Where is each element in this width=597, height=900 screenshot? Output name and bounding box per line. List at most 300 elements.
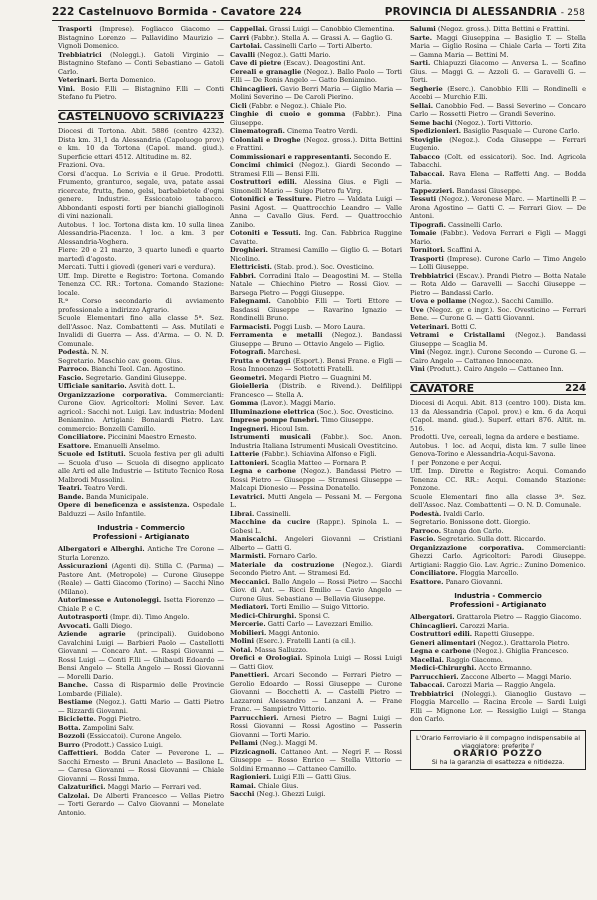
entry — [410, 34, 586, 60]
entry — [58, 698, 224, 715]
entry — [58, 741, 224, 750]
entry-text: N. N. — [89, 348, 109, 356]
entry — [58, 221, 224, 247]
entry-text: Secondo E. — [351, 152, 392, 161]
entry-category: Calzaturifici. — [58, 783, 106, 791]
entry-text: Spinola Luigi — Rossi Luigi — Gatti Giov. — [230, 654, 402, 671]
page-header — [52, 4, 585, 19]
entry-category: Cicli — [230, 101, 247, 110]
entry-text: Panaro Giovanni. — [443, 577, 503, 586]
entry-text: Uff. Imp. Dirette e Registro: Tortona. Comando Tenenza CC. RR.: Tortona. Comando Stazione: locale. — [58, 271, 224, 297]
entry — [410, 639, 586, 648]
entry-category: Seme bachi — [410, 118, 453, 127]
entry-text: Cassinelli Carlo — Torti Alberto. — [262, 42, 373, 50]
entry-text: Arnesi Pietro — Bagni Luigi — Rossi Giovanni — Rossi Agostino — Passerin Giovanni — Torti Mario. — [230, 713, 402, 739]
entry-text: (Distrib. e Rivend.). Delfilippi Francesco — Stella A. — [230, 382, 402, 399]
entry — [410, 195, 586, 221]
entry-category: Latterie — [230, 450, 260, 458]
entry-text: (Impr. di). Timo Angelo. — [107, 613, 190, 621]
entry-category: Veterinari. — [58, 76, 98, 84]
entry-text: Ospedale Balduzzi — Asilo Infantile. — [58, 501, 224, 518]
entry-category: Trebbiatrici — [410, 689, 454, 698]
entry-category: Cappellai. — [230, 25, 268, 33]
entry — [410, 493, 586, 510]
entry-category: Gioielleria — [230, 382, 269, 390]
entry — [58, 501, 224, 518]
entry — [230, 773, 402, 782]
entry-category: Frutta e Ortaggi — [230, 356, 291, 365]
entry-text: (Stab. prod.). Soc. Ovesticino. — [271, 263, 375, 271]
entry — [230, 25, 402, 34]
town-number: 223 — [203, 110, 224, 122]
entry-category: Trasporti — [58, 25, 92, 33]
entry-text: (Negoz. ingr.). Curone Secondo — Curone G. — Cairo Angelo — Cattaneo Innocenzo. — [410, 348, 586, 365]
entry-text: (Produtt.). Cairo Angelo — Cattaneo Inn. — [424, 365, 564, 373]
entry — [410, 153, 586, 170]
entry-text: Marchesi. — [265, 348, 301, 356]
entry-text: (Negoz.). Gatti Mario. — [255, 50, 331, 59]
entry-category: Banche. — [58, 681, 88, 689]
entry — [58, 442, 224, 451]
entry — [230, 263, 402, 272]
col1-business-entries — [58, 545, 224, 817]
entry-text: (Negoz. gr. e ingr.). Soc. Ovesticino — Ferrari Bene. — Curone G. — Gatti Giovanni. — [410, 305, 586, 322]
entry-text: Bandassi Giuseppe. — [454, 186, 523, 195]
entry-text: (Prodott.) Cassico Luigi. — [79, 740, 163, 749]
entry — [58, 85, 224, 102]
entry-category: Uve — [410, 305, 424, 314]
entry — [58, 382, 224, 391]
entry-category: Cotonifici e Tessiture. — [230, 195, 313, 203]
entry-category: Concimi chimici — [230, 161, 294, 169]
entry — [410, 127, 586, 136]
entry-text: Carozzi Maria — Raggio Angela. — [444, 681, 556, 689]
entry — [230, 459, 402, 468]
entry-category: Tabaccai. — [410, 169, 445, 178]
entry — [58, 732, 224, 741]
entry-text: Sponsi C. — [296, 611, 330, 620]
entry-text: Berta Domenico. — [97, 76, 156, 84]
entry-text: (Fabbr.). Pina Giuseppe. — [230, 110, 402, 127]
entry-category: Vini — [410, 365, 425, 373]
entry-category: Cinghie di cuoio e gomma — [230, 110, 346, 118]
entry-category: Cartolai. — [230, 42, 263, 50]
entry — [58, 297, 224, 314]
entry — [230, 561, 402, 578]
entry-category: Bestiame — [58, 698, 93, 706]
col2-business-entries — [230, 25, 402, 799]
advertisement-box — [410, 730, 586, 770]
entry-category: Commissionari e rappresentanti. — [230, 152, 352, 161]
entry-category: Trebbiatrici — [410, 271, 454, 280]
entry-text: Maggi Antonio. — [266, 628, 320, 637]
entry-category: Vini. — [58, 84, 76, 93]
entry-text: Frazioni. Ova. — [58, 161, 105, 169]
entry-text: Grassi Luigi — Canobbio Clementina. — [267, 25, 395, 33]
ad-title: ORARIO POZZO — [453, 748, 543, 759]
entry — [230, 552, 402, 561]
entry — [410, 433, 586, 442]
entry-text: (Negoz.). Giardi Secondo Pietro Ant. — Stramesi Ed. — [230, 560, 402, 577]
entry-category: Legna e carbone — [410, 647, 472, 655]
entry — [230, 246, 402, 263]
entry-text: Corsi d'acqua. Lo Scrivia e il Grue. Prodotti. Frumento, granturco, segale, uva, patate assai ricercate, frutta, fieno, gelsi, barbabietole d'ogni genere. Industrie. Essiccatoio tabacco. Abbondanti esposti forti per bianchi gialloginoli di vini nazionali. — [58, 169, 224, 220]
entry-text: Rava Elena — Raffetti Ang. — Bodda Maria. — [410, 169, 586, 186]
entry-category: Medici-Chirurghi. — [230, 611, 297, 620]
entry — [58, 450, 224, 484]
town-heading-cavatore — [410, 382, 586, 396]
entry-category: Cinematografi. — [230, 127, 285, 135]
entry-category: Marmisti. — [230, 552, 267, 560]
entry — [230, 629, 402, 638]
header-left: 222 Castelnuovo Bormida - Cavatore 224 — [52, 5, 302, 18]
entry-category: Podestà. — [410, 509, 442, 518]
entry — [230, 603, 402, 612]
entry-text: Segretario. Gandini Giuseppe. — [83, 373, 187, 382]
entry-text: Prodotti. Uve, cereali, legna da ardere e bestiame. — [410, 433, 580, 441]
entry-text: Scuole Elementari fino alla classe 3ª. Sez. dell'Assoc. Naz. Combattenti — O. N. D. Comunale. — [410, 492, 586, 509]
entry — [410, 297, 586, 306]
header-right — [385, 6, 585, 18]
entry-category: Pellami — [230, 739, 258, 747]
town-number: 224 — [565, 382, 586, 394]
entry — [410, 323, 586, 332]
entry-category: Macchine da cucire — [230, 518, 311, 526]
entry — [58, 357, 224, 366]
entry — [410, 527, 586, 536]
ad-line-2: Si ha la garanzia di esattezza e nitidezza. — [431, 757, 565, 766]
entry-category: Meccanici. — [230, 577, 270, 586]
entry-category: Lattonieri. — [230, 458, 270, 467]
entry-category: Cereali e granaglie — [230, 67, 302, 76]
entry — [410, 518, 586, 527]
entry-category: Maniscalchi. — [230, 535, 277, 543]
entry-text: Basiglio Pasquale — Curone Carlo. — [461, 127, 580, 135]
entry-category: Ingegneri. — [230, 424, 269, 433]
entry-category: Bande. — [58, 492, 84, 501]
entry — [230, 85, 402, 102]
entry — [58, 562, 224, 596]
entry — [410, 136, 586, 153]
entry-category: Elettricisti. — [230, 263, 272, 271]
entry — [230, 790, 402, 799]
entry-text: (Agenti di). Stilla C. (Parma) — Pastore Ant. (Metropole) — Curone Giuseppe (Reale) — Gatti Giacomo (Torino) — Sacchi Nino (Milano). — [58, 562, 224, 596]
entry-category: Cave di pietre — [230, 59, 282, 67]
entry — [58, 246, 224, 263]
entry — [58, 596, 224, 613]
entry-category: Parroco. — [58, 365, 89, 373]
entry-category: Sarti. — [410, 59, 431, 67]
entry-text: (principali). Guidobono Cavalchini Luigi — Barbieri Paolo — Castellotti Giovanni — Concaro Ant. — Raspi Giovanni — Rossi Luigi — Conti F.lli — Ghibaudi Edoardo — Bensi Angelo — Stella Angelo — Rossi Giovanni — Morelli Dario. — [58, 630, 224, 681]
entry — [410, 25, 586, 34]
entry — [230, 620, 402, 629]
entry-category: Ferramenta e metalli — [230, 331, 323, 339]
column-3 — [410, 25, 586, 892]
entry-text: (Negoz.). Bandassi Giuseppe — Bruno — Ottavio Angelo — Figlio. — [230, 331, 402, 348]
entry-text: Maggi Giuseppina — Basiglio T. — Stella Maria — Giglio Rosina — Chiale Carla — Torti Zita — Gamna Maria — Bettini M. — [410, 33, 586, 59]
entry-text: Mercati. Tutti i giovedì (generi vari e verdura). — [58, 263, 216, 271]
entry — [230, 297, 402, 323]
entry — [410, 255, 586, 272]
entry — [230, 102, 402, 111]
entry — [230, 110, 402, 127]
entry-text: Fiere: 20 e 21 marzo, 3 quarto lunedì e quarto martedì d'agosto. — [58, 246, 224, 263]
entry-category: Teatri. — [58, 484, 82, 492]
entry-category: Chincaglieri. — [410, 621, 458, 630]
entry-text: (Neg.). Maggi M. — [257, 739, 318, 747]
entry — [410, 331, 586, 348]
entry-category: Vini — [410, 348, 425, 356]
entry — [230, 229, 402, 246]
entry — [410, 656, 586, 665]
entry-category: Molini — [230, 637, 255, 645]
entry-text: Maggi Mario — Ferrari ved. — [105, 783, 202, 791]
entry-text: Teatro Verdi. — [81, 484, 128, 492]
entry — [410, 221, 586, 230]
entry — [410, 170, 586, 187]
entry-category: Pizzicagnoli. — [230, 747, 277, 756]
entry-text: (Fabbr.). Soc. Anon. Industria Italiana Istrumenti Musicali Ovestitcino. — [230, 433, 402, 450]
entry-text: (Negoz.). Grattarola Pietro. — [475, 638, 570, 647]
entry — [58, 76, 224, 85]
entry-category: Medici-Chirurghi. — [410, 664, 477, 672]
entry-text: Ballo Angelo — Rossi Pietro — Sacchi Giov. di Ant. — Ricci Emilio — Cavio Angelo — Curone Gius. Sebastiano — Bellavia Giuseppe. — [230, 577, 402, 603]
entry-category: Tipografi. — [410, 220, 446, 229]
entry-category: Cavalli — [230, 50, 256, 59]
entry-category: Cotoniti e Tessuti. — [230, 229, 301, 237]
entry-category: Panettieri. — [230, 671, 270, 679]
entry-text: (Negoz.). Bandassi Pietro — Rossi Pietro — Giuseppe — Stramesi Giuseppe — Malcapi Dionesio — Pessina Donatello. — [230, 467, 402, 492]
entry-category: Albergatori e Alberghi. — [58, 545, 145, 553]
entry-category: Gomma — [230, 399, 259, 407]
entry-category: Ufficiale sanitario. — [58, 382, 127, 390]
entry-category: Coloniali e Droghe — [230, 135, 301, 144]
entry — [410, 613, 586, 622]
entry-category: Mercerie. — [230, 620, 266, 628]
entry-text: (Noleggi.). Gianoglio Gustavo — Floggia Marcello — Racina Ercole — Sardi Luigi F.lli — Mignone Lor. — Ressiglio Luigi — Stanga don Carlo. — [410, 689, 586, 723]
entry-text: Pietro — Valdata Luigi — Pasini Agost. — Quattrocchio Leandro — Valle Anna — Cavallo Gius. Ferd. — Quattrocchio Zanibo. — [230, 195, 402, 229]
entry-category: Carri — [230, 33, 249, 42]
entry-text: Cattaneo Ant. — Negri F. — Rossi Giuseppe — Rosso Enrico — Stella Vittorio — Soldini Ermanno — Cattaneo Camillo. — [230, 747, 402, 773]
entry-category: Illuminazione elettrica — [230, 407, 315, 416]
entry — [230, 782, 402, 791]
entry-text: Ivaldi Carlo. — [441, 509, 485, 518]
entry-text: Galli Diego. — [91, 621, 133, 630]
entry-text: Scuole Elementari fino alla classe 5ª. Sez. dell'Assoc. Naz. Combattenti — Ass. Mutilati e Invalidi di Guerra — Ass. d'Arma. — O. N. D. Comunale. — [58, 314, 224, 348]
entry-text: Alessina Gius. e Figli — Simonelli Mario — Suigo Pietro fu Virg. — [230, 178, 402, 195]
entry-text: (Eserc.). Fratelli Lanti (a cil.). — [254, 637, 356, 645]
entry-category: Materiale da costruzione — [230, 560, 335, 569]
entry — [58, 51, 224, 77]
entry-category: Geometri. — [230, 373, 267, 382]
entry-category: Autorimesse e Autonoleggi. — [58, 596, 162, 604]
entry-text: Scaffini A. — [445, 246, 482, 254]
entry-category: Tappezzieri. — [410, 186, 455, 195]
entry-category: Chincaglieri. — [230, 84, 278, 93]
entry — [410, 690, 586, 724]
entry-text: (Escav.). Prandi Pietro — Botta Natale — Rota Aldo — Garavelli — Sacchi Giuseppe — Pietro — Bandassi Carlo. — [410, 271, 586, 297]
entry — [230, 510, 402, 519]
entry-text: Scaglia Matteo — Fornara P. — [269, 458, 367, 467]
entry — [58, 493, 224, 502]
entry — [410, 348, 586, 365]
entry — [410, 578, 586, 587]
entry-text: Massa Salluzzo. — [252, 645, 308, 654]
entry — [410, 365, 586, 374]
entry — [410, 510, 586, 519]
entry-text: Angeleri Giovanni — Cristiani Alberto — Gatti G. — [230, 535, 402, 552]
entry — [230, 136, 402, 153]
entry-text: (Colt. ed essicatori). Soc. Ind. Agricola Tabacchi. — [410, 152, 586, 169]
entry-text: Diocesi di Tortona. Abit. 5886 (centro 4232). Dista km. 31,1 da Alessandria (Capoluogo prov.) e km. 10 da Tortona (Capol. mand. giud.). Superficie ettari 4512. Altitudine m. 82. — [58, 127, 224, 161]
entry — [230, 518, 402, 535]
town-name: CASTELNUOVO SCRIVIA — [58, 109, 203, 123]
entry-category: Botta. — [58, 723, 81, 732]
entry-text: Autobus. ↑ loc. ad Acqui, dista km. 7 sulle linee Genova-Torino e Alessandria-Acqui-Savona. — [410, 441, 586, 458]
entry-text: Grattarola Pietro — Raggio Giacomo. — [454, 613, 582, 621]
entry — [230, 323, 402, 332]
entry-category: Parroco. — [410, 526, 441, 535]
entry — [410, 306, 586, 323]
entry — [410, 85, 586, 102]
entry — [410, 229, 586, 246]
entry-text: (Negoz.). Bandassi Giuseppe — Scaglia M. — [410, 331, 586, 348]
entry-text: Luigi F.lli — Gatti Gius. — [271, 773, 352, 781]
entry-category: Aziende agrarie — [58, 630, 126, 638]
entry — [58, 630, 224, 681]
entry-text: Mutti Angela — Pessani M. — Fergona L. — [230, 492, 402, 509]
entry — [58, 484, 224, 493]
entry — [230, 348, 402, 357]
entry-text: (Eserc.). Canobbio F.lli — Rondinelli e Accebi — Murchio F.lli. — [410, 84, 586, 101]
entry — [410, 119, 586, 128]
entry-category: Scuole ed Istituti. — [58, 450, 126, 458]
entry — [230, 153, 402, 162]
entry — [230, 178, 402, 195]
entry-category: Calzolai. — [58, 791, 90, 800]
col3-town-info — [410, 399, 586, 586]
entry — [230, 195, 402, 229]
entry-text: Scuola festiva per gli adulti — Scuola d'uso — Scuola di disegno applicato alle Arti ed alle Industrie — Istituto Tecnico Rosa Malbrodi Mussolini. — [58, 450, 224, 484]
entry-category: Mediatori. — [230, 603, 269, 611]
entry-text: Poggi Pietro. — [95, 715, 141, 723]
entry-text: Uff. Imp. Dirette e Registro: Acqui. Comando Tenenza CC. RR.: Acqui. Comando Stazione: Ponzone. — [410, 467, 586, 492]
entry-category: Podestà. — [58, 348, 90, 356]
town-name: CAVATORE — [410, 381, 475, 395]
entry — [410, 442, 586, 459]
entry-category: Caffettieri. — [58, 749, 99, 757]
section-heading: Industria - Commercio Professioni - Artigianato — [92, 524, 190, 541]
entry — [230, 637, 402, 646]
entry-text: R.ª Corso secondario di avviamento professionale a indirizzo Agrario. — [58, 297, 224, 314]
entry — [58, 783, 224, 792]
entry-text: Canobbio F.lli — Torti Ettore — Basdassi Giuseppe — Ravarino Ignazio — Rondinelli Bruno. — [230, 297, 402, 322]
entry-category: Legna e carbone — [230, 467, 297, 475]
entry-category: Falegnami. — [230, 297, 271, 305]
entry — [58, 170, 224, 221]
entry-text: (Negoz.). Ghiglia Francesco. — [471, 647, 569, 655]
entry-text: Isetta Fiorenzo — Chiale P. e C. — [58, 596, 224, 613]
entry — [230, 714, 402, 740]
entry-category: Salumi — [410, 25, 436, 33]
entry-text: (Negoz.). Coda Giuseppe — Ferrari Eugenio. — [410, 135, 586, 152]
entry-category: Veterinari. — [410, 322, 450, 331]
entry-category: Autotrasporti — [58, 613, 108, 621]
entry-text: Stanga don Carlo. — [441, 526, 504, 535]
entry-text: (Soc.). Soc. Ovesticino. — [314, 407, 394, 416]
entry-text: (Essiccatoi). Curone Angelo. — [84, 732, 182, 740]
entry — [230, 331, 402, 348]
entry-category: Trebbiatrici — [58, 50, 102, 59]
entry-text: (Fabbr.). Stella A. — Grassi A. — Gaglio G. — [248, 33, 393, 42]
entry — [410, 544, 586, 570]
entry-category: Sellai. — [410, 101, 434, 110]
entry-text: Cassa di Risparmio delle Provincie Lombarde (Filiale). — [58, 681, 224, 698]
entry — [230, 612, 402, 621]
entry-text: (Fabbr.). Schiavina Alfonso e Figli. — [259, 450, 377, 458]
entry-category: Mobilieri. — [230, 628, 267, 637]
entry — [410, 467, 586, 493]
entry-category: Spedizionieri. — [410, 127, 462, 135]
column-1 — [58, 25, 224, 892]
col3-top-entries — [410, 25, 586, 374]
entry — [58, 272, 224, 298]
entry — [230, 382, 402, 399]
entry-text: (Imprese). Fogliacco Giacomo — Bistagnino Lorenzo — Pallavidino Maurizio — Vignoli Domenico. — [58, 25, 224, 50]
entry-category: Librai. — [230, 509, 255, 518]
entry-text: Poggi Lusb. — Moro Laura. — [271, 322, 366, 331]
entry-category: Uova e pollame — [410, 297, 467, 305]
entry-text: Asvità dott. L. — [126, 382, 176, 390]
entry — [410, 59, 586, 85]
entry-text: (Imprese). Curone Carlo — Timo Angelo — Lolli Giuseppe. — [410, 254, 586, 271]
entry-category: Notai. — [230, 645, 253, 654]
entry — [410, 630, 586, 639]
entry — [58, 348, 224, 357]
entry-text: Hicoul Ism. — [268, 424, 309, 433]
entry-text: (Negoz.). Gatti Mario — Gatti Pietro — Rizzardi Giovanni. — [58, 698, 224, 715]
entry — [230, 68, 402, 85]
entry — [230, 671, 402, 714]
entry-text: (Fabbr. e Negoz.). Chiale Pio. — [246, 101, 347, 110]
entry-text: Commercianti: Curone Giov. Agricoltori: Molini Sever. Lav. agricol.: Sacchi not. Luigi. Lav. industria: Modenl Beniamino. Artigiani: Bonaiardi Pietro. Lav. commercio: Bonzelli Camillo. — [58, 390, 224, 433]
entry-text: (Fabbr.). Vedova Ferrari e Figli — Maggi Mario. — [410, 229, 586, 246]
entry-text: Piccinini Maestro Ernesto. — [105, 433, 197, 441]
entry-text: (Noleggi.). Gatoli Virginio — Bistagnino Stefano — Conti Sebastiano — Gatoli Carlo. — [58, 50, 224, 76]
entry-text: (Negoz. gross.). Ditta Bettini e Frattini. — [435, 25, 570, 33]
entry-category: Segherie — [410, 84, 443, 93]
entry-category: Ramai. — [230, 781, 256, 790]
entry-category: Trasporti — [410, 254, 444, 263]
entry — [58, 792, 224, 818]
entry-text: Corradini Italo — Deagostini M. — Stella Natale — Chiechino Pietro — Rossi Giov. — Barsega Pietro — Poggi Giuseppe. — [230, 271, 402, 297]
entry — [230, 59, 402, 68]
entry-text: (Esport.). Bensi Frane. e Figli — Rosa Innocenzo — Sottotetti Fratelli. — [230, 356, 402, 373]
entry-category: Fabbri. — [230, 271, 257, 280]
entry — [58, 263, 224, 272]
entry-category: Tomaie — [410, 229, 437, 237]
entry-text: (Lavor.). Maggi Mario. — [258, 399, 336, 407]
entry-category: Organizzazione corporativa. — [58, 390, 168, 399]
entry-category: Esattore. — [58, 441, 92, 450]
entry-text: Botti C. — [449, 322, 477, 331]
column-2 — [230, 25, 402, 892]
entry — [230, 493, 402, 510]
entry — [410, 664, 586, 673]
entry-category: Conciliatore. — [410, 569, 458, 577]
entry-text: (Neg.). Ghezzi Luigi. — [254, 790, 326, 798]
entry-text: Diocesi di Acqui. Abit. 813 (centro 100). Dista km. 13 da Alessandria (Capol. prov.) e km. 6 da Acqui (Capol. mand. giud.). Superf. ettari 876. Altit. m. 516. — [410, 399, 586, 433]
